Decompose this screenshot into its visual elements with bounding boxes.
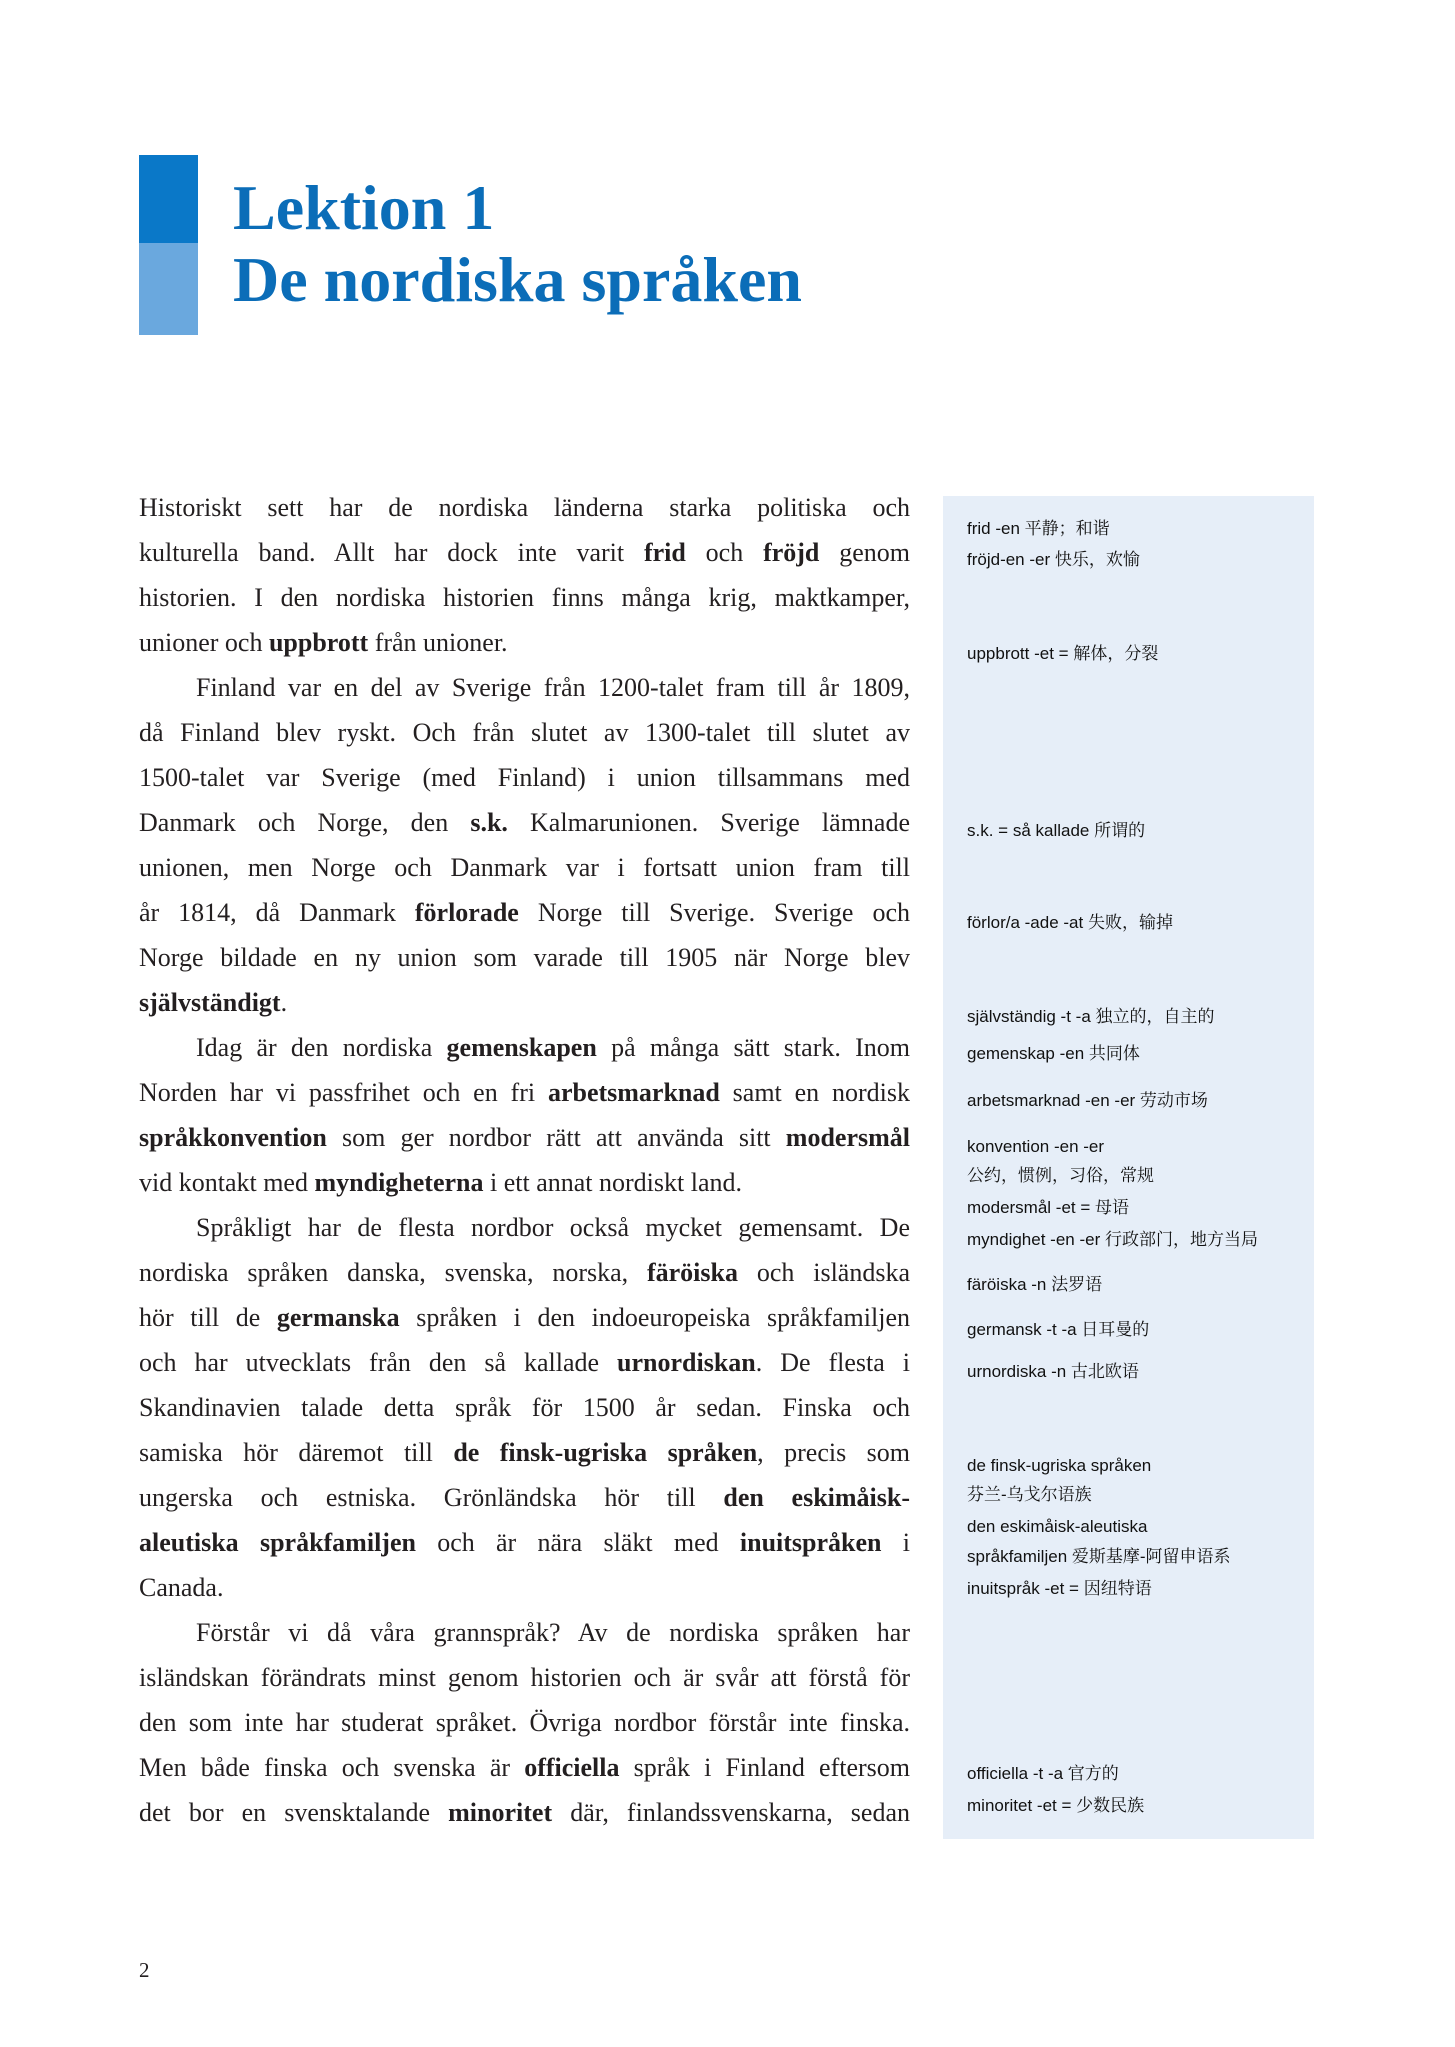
- text-segment: på många sätt stark. Inom: [596, 1033, 910, 1062]
- text-line: [139, 1528, 910, 1558]
- page-number: 2: [139, 1958, 150, 1982]
- text-line: [139, 1303, 910, 1333]
- text-line: [139, 1438, 910, 1468]
- lesson-number-title: Lektion 1: [233, 172, 495, 243]
- text-segment: isländskan förändrats minst genom historien och är svår att förstå för: [139, 1663, 910, 1692]
- text-line: [139, 1168, 910, 1198]
- glossary-entry: modersmål -et = 母语: [967, 1198, 1130, 1217]
- text-segment: 1500-talet var Sverige (med Finland) i union tillsammans med: [139, 763, 910, 792]
- glossary-entry: färöiska -n 法罗语: [967, 1275, 1103, 1294]
- text-segment: nordiska språken danska, svenska, norska,: [139, 1258, 647, 1287]
- text-segment: unionen, men Norge och Danmark var i fortsatt union fram till: [139, 853, 910, 882]
- text-line: [139, 898, 910, 928]
- text-segment: och isländska: [737, 1258, 910, 1287]
- glossary-entry: 芬兰-乌戈尔语族: [967, 1485, 1092, 1504]
- text-segment: , precis som: [757, 1438, 910, 1467]
- text-line: [196, 673, 910, 703]
- glossary-entry: den eskimåisk-aleutiska: [967, 1517, 1148, 1536]
- text-line: [139, 1798, 910, 1828]
- text-segment: Norge bildade en ny union som varade till 1905 när Norge blev: [139, 943, 910, 972]
- text-segment: och: [685, 538, 764, 567]
- text-line: [139, 1348, 910, 1378]
- text-segment: språken i den indoeuropeiska språkfamiljen: [399, 1303, 910, 1332]
- vocabulary-term: den eskimåisk-: [723, 1483, 910, 1512]
- text-segment: där, finlandssvenskarna, sedan: [552, 1798, 910, 1827]
- text-segment: vid kontakt med: [139, 1168, 315, 1197]
- vocabulary-term: fröjd: [763, 538, 820, 567]
- text-line: [139, 1708, 910, 1738]
- vocabulary-term: myndigheterna: [314, 1168, 484, 1197]
- glossary-entry: de finsk-ugriska språken: [967, 1456, 1152, 1475]
- vocabulary-term: förlorade: [414, 898, 519, 927]
- text-segment: Förstår vi då våra grannspråk? Av de nordiska språken har: [196, 1618, 910, 1647]
- text-line: [139, 1663, 910, 1693]
- glossary-entry: arbetsmarknad -en -er 劳动市场: [967, 1091, 1208, 1110]
- vocabulary-term: frid: [643, 538, 686, 567]
- text-segment: den som inte har studerat språket. Övriga nordbor förstår inte finska.: [139, 1708, 910, 1737]
- glossary-entry: s.k. = så kallade 所谓的: [967, 821, 1146, 840]
- text-line: [139, 493, 910, 523]
- glossary-entry: frid -en 平静；和谐: [967, 519, 1110, 538]
- vocabulary-term: uppbrott: [268, 628, 369, 657]
- glossary-entry: inuitspråk -et = 因纽特语: [967, 1579, 1152, 1598]
- text-line: [139, 943, 910, 973]
- text-segment: Kalmarunionen. Sverige lämnade: [507, 808, 910, 837]
- text-segment: och är nära släkt med: [415, 1528, 740, 1557]
- glossary-entry: gemenskap -en 共同体: [967, 1044, 1140, 1063]
- text-line: [139, 1078, 910, 1108]
- text-segment: hör till de: [139, 1303, 277, 1332]
- text-segment: historien. I den nordiska historien finns många krig, maktkamper,: [139, 583, 910, 612]
- text-segment: Norden har vi passfrihet och en fri: [139, 1078, 548, 1107]
- text-segment: i: [881, 1528, 910, 1557]
- text-line: [139, 808, 910, 838]
- text-segment: Historiskt sett har de nordiska länderna starka politiska och: [139, 493, 910, 522]
- vocabulary-term: minoritet: [448, 1798, 553, 1827]
- text-line: [139, 1573, 910, 1603]
- vocabulary-term: urnordiskan: [617, 1348, 756, 1377]
- title-accent-bar-light: [139, 243, 198, 335]
- vocabulary-term: germanska: [276, 1303, 400, 1332]
- glossary-entry: självständig -t -a 独立的，自主的: [967, 1007, 1215, 1026]
- text-line: [196, 1033, 910, 1063]
- title-accent-bar-dark: [139, 155, 198, 243]
- text-line: [139, 1483, 910, 1513]
- vocabulary-term: arbetsmarknad: [547, 1078, 720, 1107]
- text-segment: från unioner.: [368, 628, 508, 657]
- text-segment: unioner och: [139, 628, 269, 657]
- text-segment: samt en nordisk: [719, 1078, 910, 1107]
- vocabulary-term: självständigt: [139, 988, 281, 1017]
- vocabulary-term: gemenskapen: [446, 1033, 597, 1062]
- text-line: [139, 1123, 910, 1153]
- vocabulary-term: officiella: [524, 1753, 620, 1782]
- text-line: [196, 1213, 910, 1243]
- glossary-entry: germansk -t -a 日耳曼的: [967, 1320, 1150, 1339]
- glossary-entry: språkfamiljen 爱斯基摩-阿留申语系: [967, 1547, 1231, 1566]
- vocabulary-term: färöiska: [646, 1258, 738, 1287]
- text-segment: år 1814, då Danmark: [139, 898, 415, 927]
- text-segment: Finland var en del av Sverige från 1200-talet fram till år 1809,: [196, 673, 910, 702]
- glossary-entry: minoritet -et = 少数民族: [967, 1796, 1145, 1815]
- vocabulary-term: modersmål: [785, 1123, 910, 1152]
- text-segment: .: [280, 988, 288, 1017]
- glossary-entry: urnordiska -n 古北欧语: [967, 1362, 1139, 1381]
- text-line: [139, 1258, 910, 1288]
- text-line: [139, 1393, 910, 1423]
- text-segment: det bor en svensktalande: [139, 1798, 449, 1827]
- glossary-entry: konvention -en -er: [967, 1137, 1105, 1156]
- text-line: [139, 628, 910, 658]
- text-line: [139, 718, 910, 748]
- glossary-entry: förlor/a -ade -at 失败，输掉: [967, 913, 1173, 932]
- text-segment: kulturella band. Allt har dock inte varit: [139, 538, 644, 567]
- text-line: [139, 763, 910, 793]
- text-segment: genom: [819, 538, 911, 567]
- text-line: [196, 1618, 910, 1648]
- vocabulary-term: inuitspråken: [739, 1528, 882, 1557]
- text-segment: Danmark och Norge, den: [139, 808, 471, 837]
- text-segment: som ger nordbor rätt att använda sitt: [326, 1123, 786, 1152]
- text-line: [139, 1753, 910, 1783]
- text-line: [139, 853, 910, 883]
- lesson-title: De nordiska språken: [233, 244, 802, 315]
- text-segment: då Finland blev ryskt. Och från slutet av 1300-talet till slutet av: [139, 718, 910, 747]
- glossary-entry: fröjd-en -er 快乐，欢愉: [967, 550, 1140, 569]
- text-segment: Idag är den nordiska: [196, 1033, 447, 1062]
- text-line: [139, 988, 910, 1018]
- text-segment: Canada.: [139, 1573, 224, 1602]
- glossary-entry: officiella -t -a 官方的: [967, 1764, 1119, 1783]
- text-segment: Skandinavien talade detta språk för 1500 år sedan. Finska och: [139, 1393, 910, 1422]
- text-segment: . De flesta i: [755, 1348, 911, 1377]
- text-segment: Men både finska och svenska är: [139, 1753, 525, 1782]
- text-segment: Norge till Sverige. Sverige och: [518, 898, 910, 927]
- text-line: [139, 538, 910, 568]
- glossary-entry: myndighet -en -er 行政部门，地方当局: [967, 1230, 1258, 1249]
- text-segment: ungerska och estniska. Grönländska hör till: [139, 1483, 724, 1512]
- text-segment: språk i Finland eftersom: [619, 1753, 910, 1782]
- glossary-entry: 公约，惯例，习俗，常规: [967, 1166, 1154, 1185]
- text-segment: och har utvecklats från den så kallade: [139, 1348, 618, 1377]
- text-segment: i ett annat nordiskt land.: [483, 1168, 742, 1197]
- vocabulary-term: de finsk-ugriska språken: [453, 1438, 758, 1467]
- glossary-entry: uppbrott -et = 解体，分裂: [967, 644, 1159, 663]
- vocabulary-term: aleutiska språkfamiljen: [139, 1528, 416, 1557]
- text-segment: Språkligt har de flesta nordbor också mycket gemensamt. De: [196, 1213, 910, 1242]
- text-line: [139, 583, 910, 613]
- vocabulary-term: språkkonvention: [139, 1123, 327, 1152]
- vocabulary-term: s.k.: [470, 808, 508, 837]
- text-segment: samiska hör däremot till: [139, 1438, 454, 1467]
